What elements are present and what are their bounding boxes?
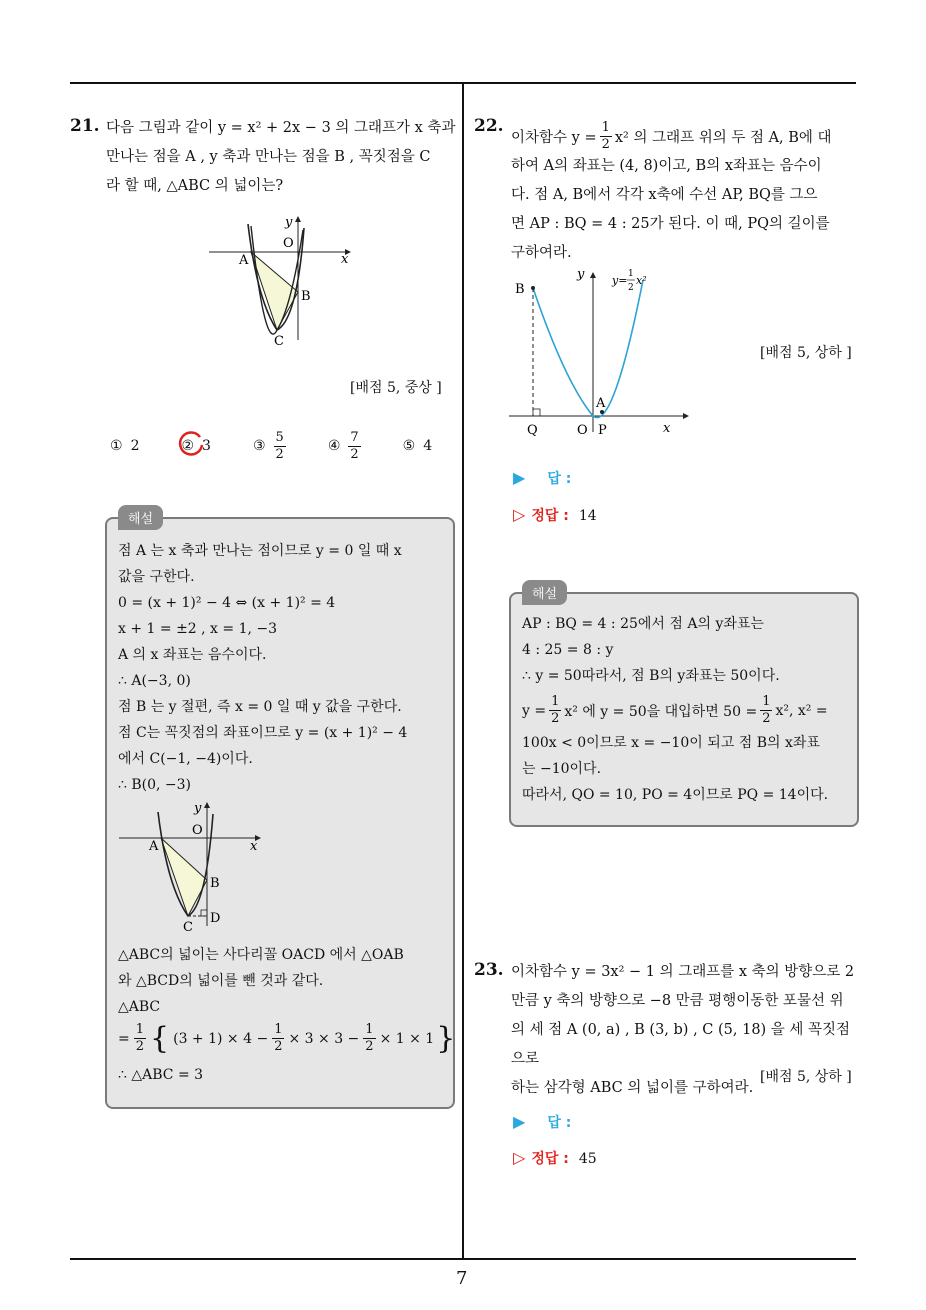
q23-correct-row: ▷ 정답 : 45 <box>513 1148 597 1167</box>
q22-line: 하여 A의 좌표는 (4, 8)이고, B의 x좌표는 음수이 <box>511 158 822 174</box>
choice-4[interactable] <box>328 430 361 463</box>
answer-arrow-icon: ▶ <box>513 468 526 487</box>
q22-label-b: B <box>515 282 525 297</box>
page-number: 7 <box>456 1268 468 1289</box>
q22-label-y: y <box>577 267 585 282</box>
expl-label-x: x <box>250 839 258 854</box>
choice-mark: ① <box>110 438 123 454</box>
q22-label-q: Q <box>527 423 538 438</box>
answer-arrow-icon: ▶ <box>513 1112 526 1131</box>
choice-1[interactable] <box>110 438 139 454</box>
expl-line: 점 B 는 y 절편, 즉 x = 0 일 때 y 값을 구한다. <box>118 699 402 715</box>
expl-line: AP : BQ = 4 : 25에서 점 A의 y좌표는 <box>522 616 764 632</box>
expl-label-d: D <box>210 911 221 926</box>
choice-text: 4 <box>423 438 433 454</box>
q23-line: 의 세 점 A (0, a) , B (3, b) , C (5, 18) 을 세 꼭짓점으로 <box>511 1022 851 1067</box>
choice-text: 3 <box>202 438 211 454</box>
q22-grade: [배점 5, 상하 ] <box>760 345 852 361</box>
column-divider <box>462 82 464 1259</box>
selection-circle-icon <box>176 429 206 459</box>
q22-curve-den: 2 <box>628 283 634 293</box>
q21-line: 라 할 때, △ABC 의 넓이는? <box>106 178 284 194</box>
q22-correct-row: ▷ 정답 : 14 <box>513 505 597 524</box>
expl-line: 에서 C(−1, −4)이다. <box>118 751 253 767</box>
expl-line: ∴ y = 50따라서, 점 B의 y좌표는 50이다. <box>522 668 780 684</box>
q22-y-arrow <box>590 272 596 278</box>
choice-2-selected[interactable] <box>181 438 210 454</box>
choice-5[interactable] <box>403 438 432 454</box>
q21-y-arrow <box>295 216 301 222</box>
expl-line: x + 1 = ±2 , x = 1, −3 <box>118 621 278 637</box>
q22-parabola <box>533 280 643 418</box>
choice-mark: ④ <box>327 438 341 454</box>
q23-grade: [배점 5, 상하 ] <box>760 1069 852 1085</box>
q22-explanation-eq: y = $\frac{1}{2}$ x² 에 y = 50을 대입하면 50 = $\frac{1}{2}$ x², x² = <box>522 694 828 726</box>
q22-curve-label: y= <box>612 274 628 287</box>
choice-3[interactable] <box>253 430 286 463</box>
q22-fraction: $\frac{1}{2}$ <box>601 120 610 152</box>
expl-line: 따라서, QO = 10, PO = 4이므로 PQ = 14이다. <box>522 787 829 803</box>
q22-x-arrow <box>683 413 689 419</box>
q22-line: 면 AP : BQ = 4 : 25가 된다. 이 때, PQ의 길이를 <box>511 216 830 232</box>
q21-line: 만나는 점을 A , y 축과 만나는 점을 B , 꼭짓점을 C <box>106 149 431 165</box>
q22-line: 구하여라. <box>511 245 572 261</box>
q21-label-y: y <box>285 215 293 230</box>
q23-line: 이차함수 y = 3x² − 1 의 그래프를 x 축의 방향으로 2 <box>511 964 855 980</box>
q22-number: 22. <box>474 116 504 136</box>
q21-figure <box>205 210 355 350</box>
q22-label-a: A <box>596 396 606 411</box>
q22-line: 다. 점 A, B에서 각각 x축에 수선 AP, BQ를 그으 <box>511 187 818 203</box>
q22-curve-num: 1 <box>628 269 634 279</box>
q22-curve-x: x² <box>636 274 647 287</box>
brace-left-icon: { <box>150 1020 170 1056</box>
brace-right-icon: } <box>436 1020 456 1056</box>
q21-choices <box>110 426 474 466</box>
expl-line: 점 A 는 x 축과 만나는 점이므로 y = 0 일 때 x <box>118 543 402 559</box>
q21-explanation-top <box>118 538 407 798</box>
expl-triangle <box>161 838 207 916</box>
q23-number: 23. <box>474 960 504 980</box>
expl-line: 와 △BCD의 넓이를 뺀 것과 같다. <box>118 973 324 989</box>
q21-result: ∴ △ABC = 3 <box>118 1067 204 1083</box>
expl-line: 0 = (x + 1)² − 4 ⇔ (x + 1)² = 4 <box>118 595 336 611</box>
expl-y-arrow <box>204 802 210 808</box>
q21-label-o: O <box>283 236 294 251</box>
q22-explanation-top <box>522 611 780 689</box>
q22-point-b <box>531 286 535 290</box>
correct-arrow-icon: ▷ <box>513 505 526 524</box>
expl-line: A 의 x 좌표는 음수이다. <box>118 647 267 663</box>
formula-half: $\frac{1}{2}$ <box>274 1022 283 1054</box>
eq-fraction: $\frac{1}{2}$ <box>551 694 560 726</box>
q21-label-a: A <box>239 253 249 268</box>
q22-answer-row[interactable]: ▶ 답 : <box>513 468 572 487</box>
q21-formula: = $\frac{1}{2}$ { (3 + 1) × 4 − $\frac{1}{2}$ × 3 × 3 − $\frac{1}{2}$ × 1 × 1 } <box>118 1020 456 1056</box>
q23-line: 만큼 y 축의 방향으로 −8 만큼 평행이동한 포물선 위 <box>511 993 844 1009</box>
q22-text <box>511 152 861 268</box>
expl-label-b: B <box>210 876 220 891</box>
q22-line1: 이차함수 y = $\frac{1}{2}$ x² 의 그래프 위의 두 점 A, B에 대 <box>511 120 832 152</box>
expl-line: 100x < 0이므로 x = −10이 되고 점 B의 x좌표 <box>522 735 820 751</box>
q21-number: 21. <box>70 116 100 136</box>
formula-half: $\frac{1}{2}$ <box>135 1022 145 1054</box>
q21-label-c: C <box>274 334 284 349</box>
expl-label-o: O <box>192 823 203 838</box>
choice-text: 2 <box>130 438 140 454</box>
choice-mark: ⑤ <box>402 438 416 454</box>
expl-line: △ABC <box>118 999 161 1015</box>
expl-label-y: y <box>194 801 202 816</box>
choice-mark: ② <box>181 438 195 454</box>
q21-label-b: B <box>301 289 311 304</box>
expl-line: 점 C는 꼭짓점의 좌표이므로 y = (x + 1)² − 4 <box>118 725 408 741</box>
choice-fraction: $\frac{7}{2}$ <box>350 429 359 462</box>
eq-fraction: $\frac{1}{2}$ <box>762 694 771 726</box>
q21-explanation-bottom <box>118 942 404 1020</box>
q23-line: 하는 삼각형 ABC 의 넓이를 구하여라. <box>511 1080 754 1096</box>
q22-figure <box>505 262 690 442</box>
formula-half: $\frac{1}{2}$ <box>365 1022 374 1054</box>
q22-label-p: P <box>598 423 607 438</box>
correct-arrow-icon: ▷ <box>513 1148 526 1167</box>
q22-label-o: O <box>577 423 588 438</box>
q22-right-angle-icon <box>533 409 540 416</box>
expl-right-angle-icon <box>201 910 207 916</box>
expl-label-c: C <box>183 920 193 935</box>
q22-explanation-bottom <box>522 730 828 808</box>
expl-line: △ABC의 넓이는 사다리꼴 OACD 에서 △OAB <box>118 947 404 963</box>
q21-label-x: x <box>341 252 349 267</box>
expl-label-a: A <box>149 839 159 854</box>
expl-line: 는 −10이다. <box>522 761 602 777</box>
expl-line: 4 : 25 = 8 : y <box>522 642 614 658</box>
choice-mark: ③ <box>252 438 266 454</box>
q21-grade: [배점 5, 중상 ] <box>350 380 442 396</box>
q22-explanation-tag: 해설 <box>522 580 567 605</box>
q21-text <box>106 114 458 201</box>
q21-explanation-tag: 해설 <box>118 505 163 530</box>
q22-label-x: x <box>663 421 671 436</box>
q23-answer-row[interactable]: ▶ 답 : <box>513 1112 572 1131</box>
expl-line: 값을 구한다. <box>118 569 195 585</box>
q21-line: 다음 그림과 같이 y = x² + 2x − 3 의 그래프가 x 축과 <box>106 120 456 136</box>
expl-line: ∴ B(0, −3) <box>118 777 192 793</box>
q21-explanation-figure <box>115 798 265 938</box>
expl-line: ∴ A(−3, 0) <box>118 673 191 689</box>
choice-fraction: $\frac{5}{2}$ <box>275 429 284 462</box>
